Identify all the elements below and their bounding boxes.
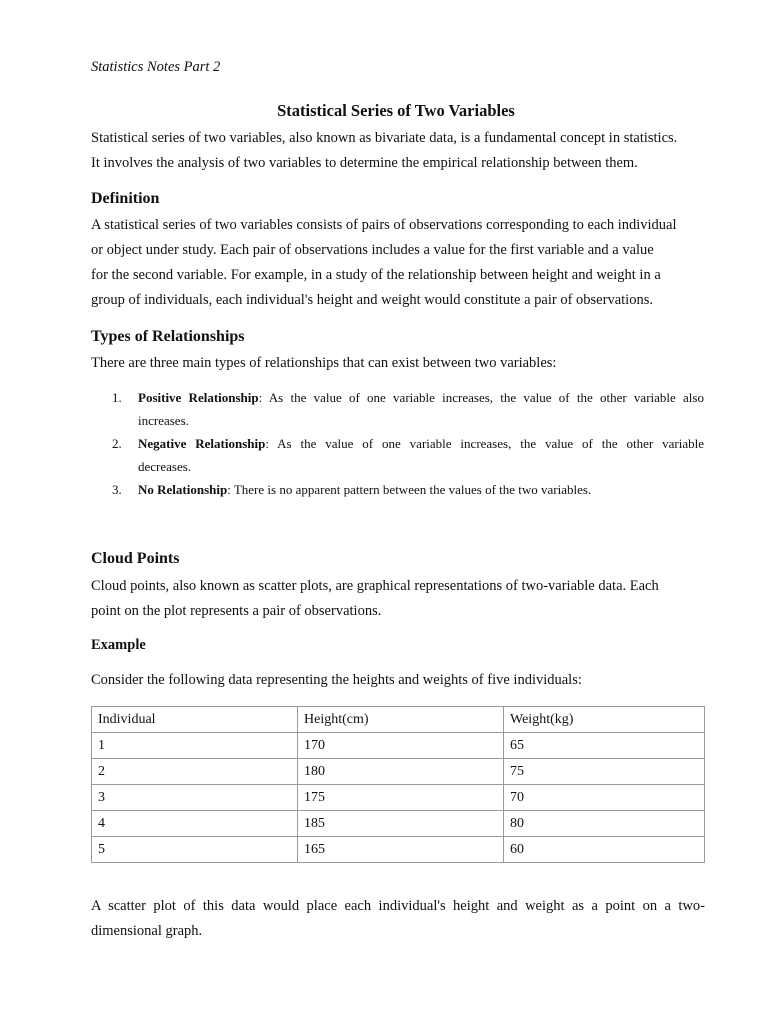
table-cell: 60: [504, 837, 705, 863]
table-row: [92, 759, 705, 785]
table-cell: 75: [504, 759, 705, 785]
data-table: [91, 706, 705, 863]
list-number: 3.: [112, 482, 122, 497]
intro-paragraph: [91, 126, 705, 176]
cloud-line: Cloud points, also known as scatter plots, are graphical representations of two-variable data. Each: [91, 578, 659, 594]
example-heading: Example: [91, 637, 146, 653]
table-cell: 2: [92, 759, 298, 785]
table-cell: 70: [504, 785, 705, 811]
page-title: Statistical Series of Two Variables: [277, 101, 515, 120]
list-item: [112, 386, 704, 432]
table-cell: 65: [504, 733, 705, 759]
example-intro-line: Consider the following data representing the heights and weights of five individuals:: [91, 672, 582, 688]
table-cell: 5: [92, 837, 298, 863]
table-header-cell: Height(cm): [298, 707, 504, 733]
definition-line: group of individuals, each individual's height and weight would constitute a pair of observations.: [91, 292, 653, 308]
list-text: : As the value of one variable increases, the value of the other variable: [265, 436, 704, 451]
running-header: Statistics Notes Part 2: [91, 59, 221, 75]
table-row: [92, 733, 705, 759]
table-header-row: [92, 707, 705, 733]
definition-line: for the second variable. For example, in a study of the relationship between height and weight in a: [91, 267, 661, 283]
table-cell: 165: [298, 837, 504, 863]
intro-line: It involves the analysis of two variables to determine the empirical relationship between them.: [91, 155, 638, 171]
cloud-points-paragraph: [91, 574, 705, 624]
table-row: [92, 811, 705, 837]
closing-line: A scatter plot of this data would place each individual's height and weight as a point on a two-: [91, 898, 705, 914]
table-cell: 80: [504, 811, 705, 837]
table-header-cell: Individual: [92, 707, 298, 733]
cloud-line: point on the plot represents a pair of observations.: [91, 603, 382, 619]
table-cell: 3: [92, 785, 298, 811]
list-term: Negative Relationship: [138, 436, 266, 451]
relationship-list: [112, 386, 704, 501]
table-cell: 1: [92, 733, 298, 759]
closing-paragraph: [91, 894, 705, 944]
table-cell: 4: [92, 811, 298, 837]
types-intro-line: There are three main types of relationships that can exist between two variables:: [91, 355, 557, 371]
list-number: 2.: [112, 436, 122, 451]
table-cell: 175: [298, 785, 504, 811]
types-intro: [91, 351, 705, 376]
list-term: No Relationship: [138, 482, 228, 497]
table-cell: 170: [298, 733, 504, 759]
closing-line: dimensional graph.: [91, 923, 203, 939]
definition-line: A statistical series of two variables consists of pairs of observations corresponding to each individual: [91, 217, 677, 233]
list-text: : As the value of one variable increases, the value of the other variable also: [258, 390, 704, 405]
list-number: 1.: [112, 390, 122, 405]
list-item: [112, 478, 704, 501]
example-intro: [91, 668, 705, 693]
cloud-points-heading: Cloud Points: [91, 550, 180, 567]
table-header-cell: Weight(kg): [504, 707, 705, 733]
table-cell: 180: [298, 759, 504, 785]
definition-paragraph: [91, 213, 705, 313]
table-row: [92, 837, 705, 863]
table-cell: 185: [298, 811, 504, 837]
intro-line: Statistical series of two variables, also known as bivariate data, is a fundamental concept in statistics.: [91, 130, 678, 146]
types-heading: Types of Relationships: [91, 328, 245, 345]
table-row: [92, 785, 705, 811]
list-text: : There is no apparent pattern between the values of the two variables.: [227, 482, 592, 497]
definition-line: or object under study. Each pair of observations includes a value for the first variable and a value: [91, 242, 654, 258]
list-text-continued: decreases.: [138, 459, 192, 474]
definition-heading: Definition: [91, 190, 160, 207]
list-term: Positive Relationship: [138, 390, 259, 405]
list-item: [112, 432, 704, 478]
list-text-continued: increases.: [138, 413, 189, 428]
